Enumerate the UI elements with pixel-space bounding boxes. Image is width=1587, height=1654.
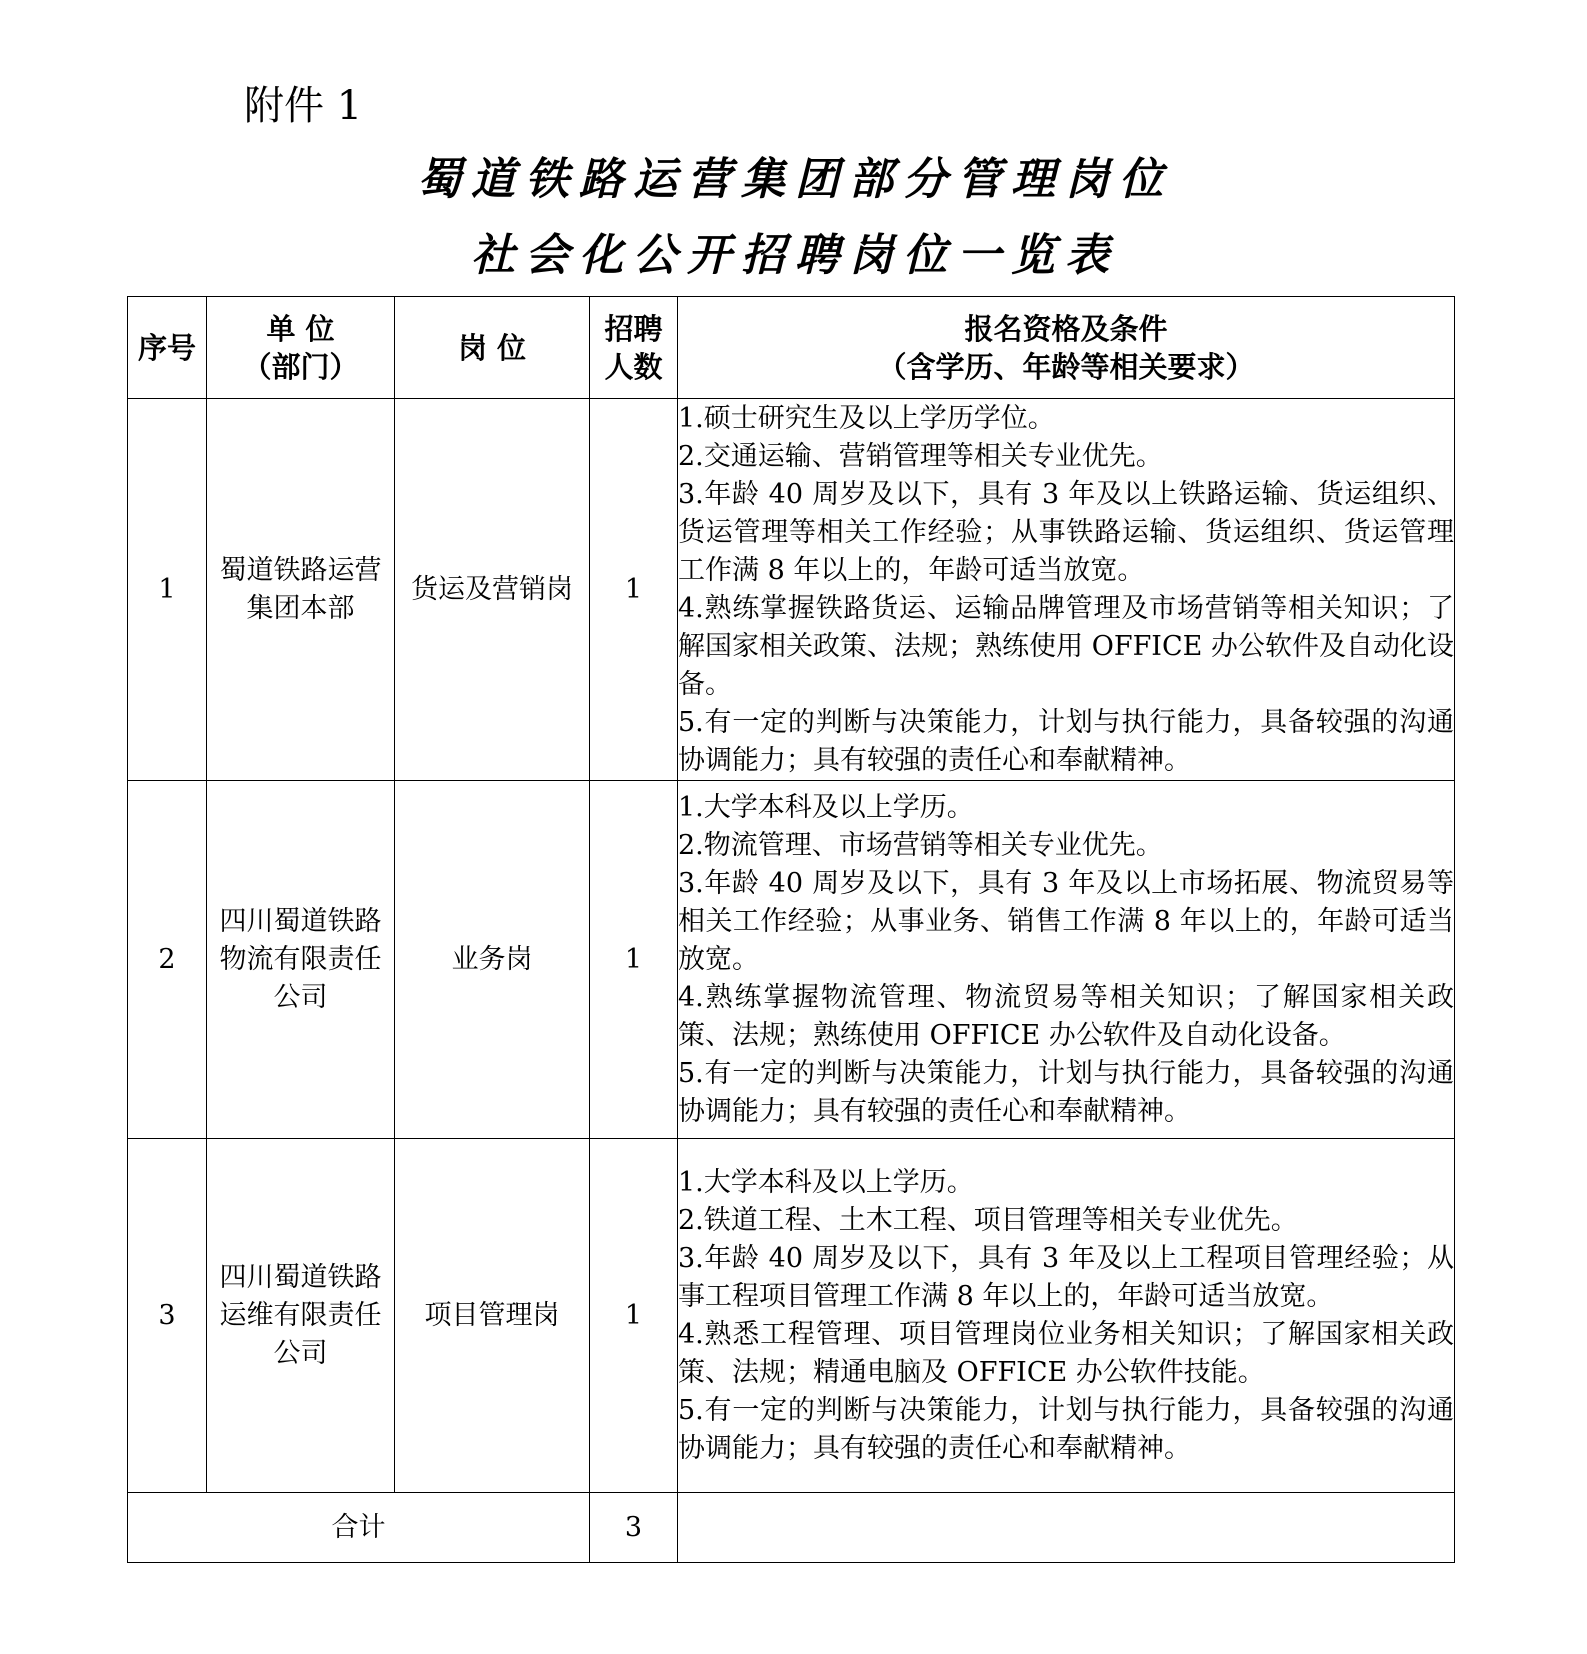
header-count-line-2: 人数 [604,349,663,384]
requirement-item: 5.有一定的判断与决策能力，计划与执行能力，具备较强的沟通协调能力；具有较强的责任心和奉献精神。 [678,1394,1454,1464]
table-total-row [128,1493,1455,1563]
header-requirements [678,297,1455,399]
table-row [128,1139,1455,1493]
requirement-item: 2.交通运输、营销管理等相关专业优先。 [678,440,1163,472]
header-unit [207,297,395,399]
requirement-item: 3.年龄 40 周岁及以下，具有 3 年及以上市场拓展、物流贸易等相关工作经验；从事业务、销售工作满 8 年以上的，年龄可适当放宽。 [678,867,1454,975]
row-position: 项目管理岗 [395,1139,590,1493]
row-requirements [678,781,1455,1139]
row-unit-cell [207,399,395,781]
header-count-line-1: 招聘 [604,311,663,346]
row-unit-cell [207,781,395,1139]
header-count [590,297,678,399]
total-label: 合计 [128,1493,590,1563]
table-row [128,399,1455,781]
requirement-item: 1.大学本科及以上学历。 [678,1166,974,1198]
requirement-item: 5.有一定的判断与决策能力，计划与执行能力，具备较强的沟通协调能力；具有较强的责任心和奉献精神。 [678,1057,1454,1127]
requirement-item: 1.大学本科及以上学历。 [678,791,974,823]
header-seq: 序号 [128,297,207,399]
row-unit-cell [207,1139,395,1493]
requirement-item: 4.熟练掌握铁路货运、运输品牌管理及市场营销等相关知识；了解国家相关政策、法规；熟练使用 OFFICE 办公软件及自动化设备。 [678,592,1454,700]
table-header-row [128,297,1455,399]
document-title-line-1: 蜀道铁路运营集团部分管理岗位 [417,154,1173,205]
requirement-item: 3.年龄 40 周岁及以下，具有 3 年及以上铁路运输、货运组织、货运管理等相关工作经验；从事铁路运输、货运组织、货运管理工作满 8 年以上的，年龄可适当放宽。 [678,478,1454,586]
row-requirements [678,1139,1455,1493]
row-unit: 四川蜀道铁路物流有限责任公司 [219,905,382,1013]
attachment-label: 附件 1 [244,83,363,129]
requirement-item: 1.硕士研究生及以上学历学位。 [678,402,1055,434]
row-seq: 3 [128,1139,207,1493]
requirement-item: 2.铁道工程、土木工程、项目管理等相关专业优先。 [678,1204,1298,1236]
requirement-item: 3.年龄 40 周岁及以下，具有 3 年及以上工程项目管理经验；从事工程项目管理工作满 8 年以上的，年龄可适当放宽。 [678,1242,1454,1312]
total-count: 3 [590,1493,678,1563]
row-seq: 1 [128,399,207,781]
header-unit-line-2: （部门） [242,349,359,384]
header-requirements-line-2: （含学历、年龄等相关要求） [877,349,1255,384]
header-unit-line-1: 单 位 [266,311,335,346]
row-requirements [678,399,1455,781]
row-position: 货运及营销岗 [395,399,590,781]
document-title-line-2: 社会化公开招聘岗位一览表 [471,230,1119,281]
requirement-item: 4.熟悉工程管理、项目管理岗位业务相关知识；了解国家相关政策、法规；精通电脑及 OFFICE 办公软件技能。 [678,1318,1454,1388]
row-count: 1 [590,1139,678,1493]
row-seq: 2 [128,781,207,1139]
table-row [128,781,1455,1139]
row-position: 业务岗 [395,781,590,1139]
row-unit: 四川蜀道铁路运维有限责任公司 [219,1261,382,1369]
requirement-item: 5.有一定的判断与决策能力，计划与执行能力，具备较强的沟通协调能力；具有较强的责任心和奉献精神。 [678,706,1454,776]
header-requirements-line-1: 报名资格及条件 [964,311,1168,346]
requirement-item: 2.物流管理、市场营销等相关专业优先。 [678,829,1163,861]
recruitment-table [127,296,1455,1563]
requirement-item: 4.熟练掌握物流管理、物流贸易等相关知识；了解国家相关政策、法规；熟练使用 OFFICE 办公软件及自动化设备。 [678,981,1454,1051]
total-note [678,1493,1455,1563]
row-unit: 蜀道铁路运营集团本部 [219,554,382,624]
row-count: 1 [590,781,678,1139]
row-count: 1 [590,399,678,781]
header-position: 岗 位 [395,297,590,399]
